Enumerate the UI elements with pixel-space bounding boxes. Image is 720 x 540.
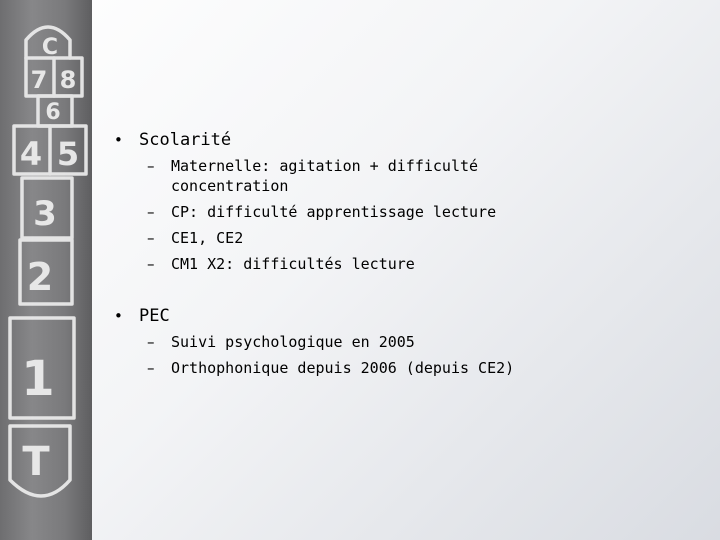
hopscotch-label-5: 5 <box>56 135 80 173</box>
list-item: – Suivi psychologique en 2005 <box>147 332 702 352</box>
section-pec-list <box>147 332 702 378</box>
hopscotch-label-6: 6 <box>45 100 61 125</box>
list-item: – CP: difficulté apprentissage lecture <box>147 202 702 222</box>
hopscotch-label-3: 3 <box>33 194 57 234</box>
hopscotch-chalk-drawing <box>0 0 92 540</box>
hopscotch-label-1: 1 <box>21 351 55 407</box>
section-pec-title: • PEC <box>112 304 702 328</box>
slide-content <box>112 128 702 384</box>
hopscotch-photo-strip <box>0 0 92 540</box>
list-item: – CM1 X2: difficultés lecture <box>147 254 702 274</box>
hopscotch-label-2: 2 <box>26 255 54 299</box>
list-item: – CE1, CE2 <box>147 228 702 248</box>
section-scolarite-list <box>147 156 702 274</box>
hopscotch-label-t: T <box>22 439 50 485</box>
hopscotch-label-7: 7 <box>30 66 48 94</box>
hopscotch-label-8: 8 <box>59 66 77 94</box>
hopscotch-label-4: 4 <box>19 135 43 173</box>
section-scolarite-title: • Scolarité <box>112 128 702 152</box>
list-item: – Maternelle: agitation + difficulté concentration <box>147 156 516 196</box>
hopscotch-label-c: C <box>41 35 59 60</box>
list-item: – Orthophonique depuis 2006 (depuis CE2) <box>147 358 702 378</box>
